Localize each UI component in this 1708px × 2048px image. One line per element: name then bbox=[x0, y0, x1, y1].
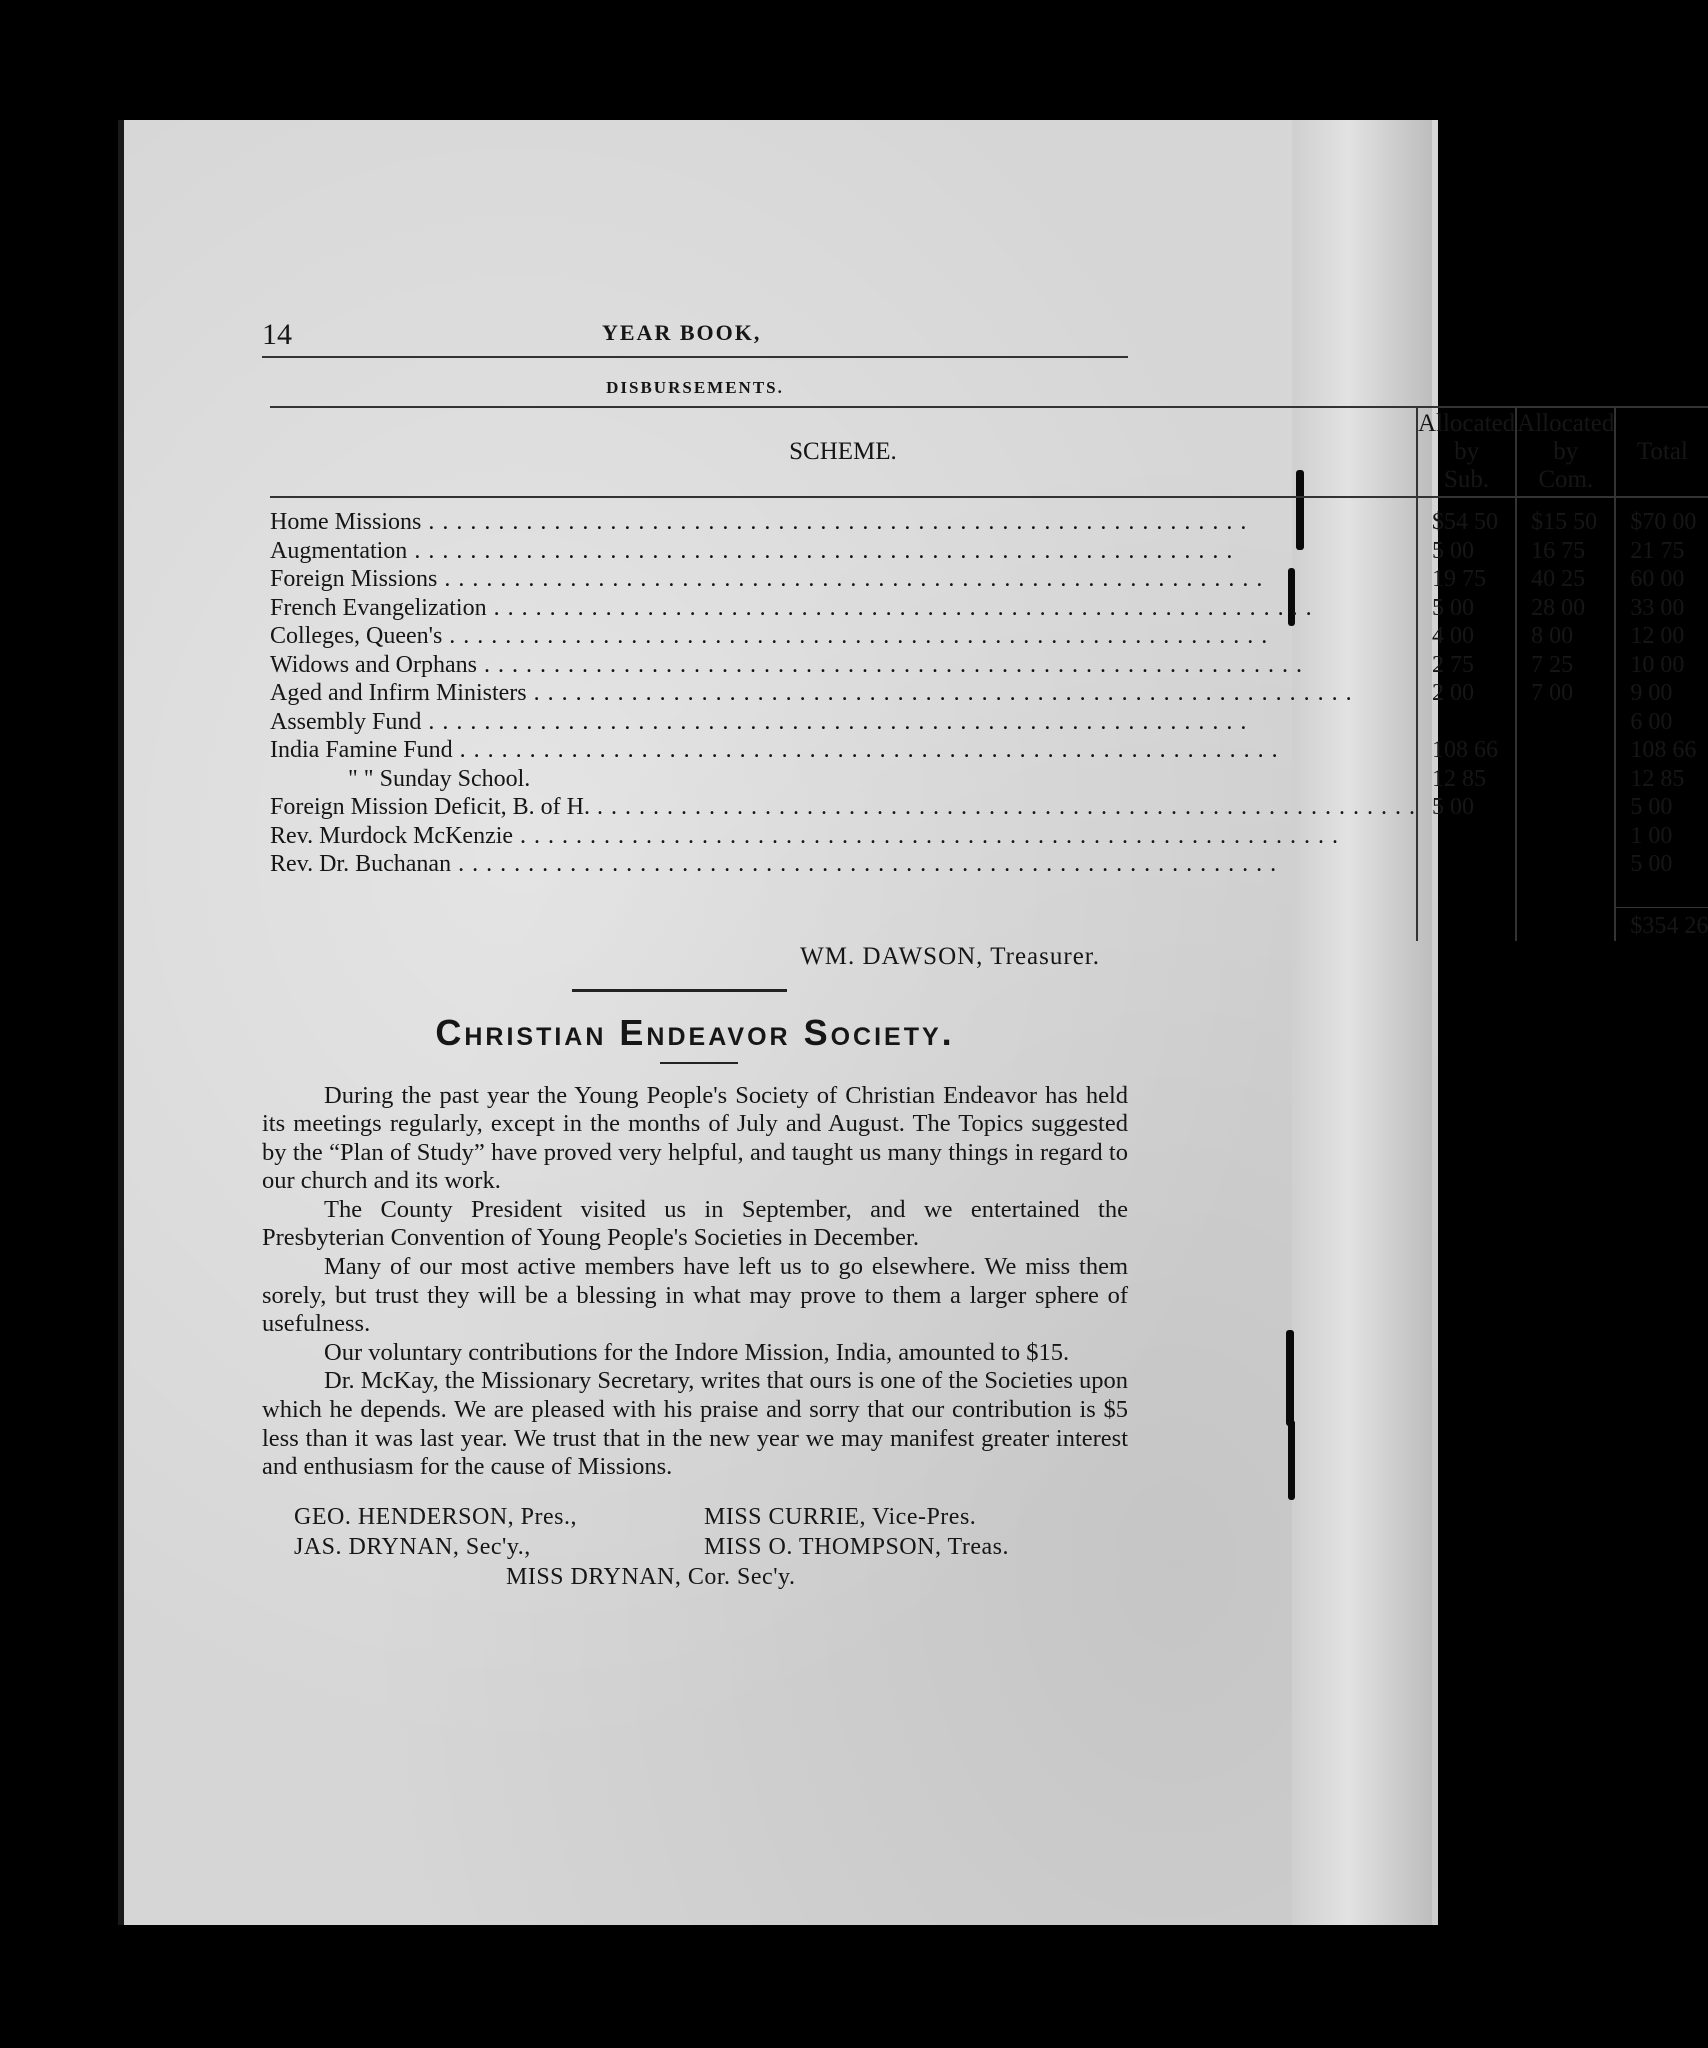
total-cell: 12 85 bbox=[1630, 765, 1685, 792]
christian-endeavor-title: Christian Endeavor Society. bbox=[435, 1011, 955, 1053]
total-column-header: Total bbox=[1615, 407, 1708, 497]
com-cell bbox=[1516, 793, 1615, 822]
treasurer-signature: WM. DAWSON, Treasurer. bbox=[800, 942, 1100, 970]
com-cell: $15 50 bbox=[1516, 497, 1615, 537]
sub-cell: 5 00 bbox=[1417, 537, 1516, 566]
scheme-cell: Augmentation . . . bbox=[270, 537, 1417, 566]
table-row bbox=[270, 822, 1708, 851]
sub-cell bbox=[1417, 708, 1516, 737]
scheme-cell: Rev. Dr. Buchanan . . . bbox=[270, 850, 1417, 879]
sub-cell: 5 00 bbox=[1417, 594, 1516, 623]
total-cell: 12 00 bbox=[1630, 623, 1685, 650]
com-cell bbox=[1516, 765, 1615, 794]
table-row bbox=[270, 622, 1708, 651]
table-row bbox=[270, 565, 1708, 594]
total-cell: 5 00 bbox=[1630, 851, 1673, 878]
grand-total: $354 26 bbox=[1615, 908, 1708, 941]
section-rule bbox=[572, 989, 787, 992]
allocated-by-sub-header: Allocated by Sub. bbox=[1417, 407, 1516, 497]
binding-mark bbox=[1286, 1330, 1294, 1426]
binding-mark bbox=[1288, 1420, 1295, 1500]
scheme-cell: Foreign Mission Deficit, B. of H. . . . bbox=[270, 793, 1417, 822]
com-cell: 8 00 bbox=[1516, 622, 1615, 651]
table-spacer-row bbox=[270, 879, 1708, 908]
scheme-cell: French Evangelization . . . bbox=[270, 594, 1417, 623]
scheme-cell: Aged and Infirm Ministers . . . bbox=[270, 679, 1417, 708]
scheme-cell: Rev. Murdock McKenzie . . . bbox=[270, 822, 1417, 851]
total-cell: 21 75 bbox=[1630, 537, 1685, 564]
officers-row bbox=[262, 1532, 1128, 1562]
section-rule-short bbox=[660, 1062, 738, 1064]
treasurer: MISS O. THOMPSON, Treas. bbox=[704, 1533, 1009, 1560]
report-paragraph: The County President visited us in September, and we entertained the Presbyterian Convention of Young People's Societies in December. bbox=[262, 1195, 1128, 1252]
table-header-row bbox=[270, 407, 1708, 497]
table-row bbox=[270, 537, 1708, 566]
table-row bbox=[270, 708, 1708, 737]
com-cell: 16 75 bbox=[1516, 537, 1615, 566]
sub-cell: 2 75 bbox=[1417, 651, 1516, 680]
scheme-cell: Home Missions . . . bbox=[270, 497, 1417, 537]
sub-cell: $54 50 bbox=[1417, 497, 1516, 537]
report-paragraph: Dr. McKay, the Missionary Secretary, writes that ours is one of the Societies upon which he depends. We are pleased with his praise and sorry that our contribution is $5 less than it was last year. We trust that in the new year we may manifest greater interest and enthusiasm for the cause of Missions. bbox=[262, 1367, 1128, 1481]
scheme-cell: Colleges, Queen's . . . bbox=[270, 622, 1417, 651]
table-row bbox=[270, 793, 1708, 822]
com-cell: 28 00 bbox=[1516, 594, 1615, 623]
com-cell: 40 25 bbox=[1516, 565, 1615, 594]
scheme-cell: Foreign Missions . . . bbox=[270, 565, 1417, 594]
total-cell: 108 66 bbox=[1630, 737, 1697, 764]
grand-total-row bbox=[270, 908, 1708, 941]
scheme-cell: Assembly Fund . . . bbox=[270, 708, 1417, 737]
sub-cell: 4 00 bbox=[1417, 622, 1516, 651]
vice-president: MISS CURRIE, Vice-Pres. bbox=[704, 1503, 977, 1530]
secretary: JAS. DRYNAN, Sec'y., bbox=[294, 1533, 531, 1560]
report-paragraph: Many of our most active members have left us to go elsewhere. We miss them sorely, but trust they will be a blessing in what may prove to them a larger sphere of usefulness. bbox=[262, 1253, 1128, 1338]
sub-cell: 2 00 bbox=[1417, 679, 1516, 708]
binding-gutter bbox=[1292, 120, 1432, 1925]
table-row bbox=[270, 594, 1708, 623]
officers-list bbox=[262, 1502, 1128, 1592]
page-content bbox=[262, 300, 1708, 1592]
com-cell: 7 00 bbox=[1516, 679, 1615, 708]
corresponding-secretary: MISS DRYNAN, Cor. Sec'y. bbox=[506, 1563, 796, 1590]
total-cell: $70 00 bbox=[1630, 509, 1697, 536]
table-row bbox=[270, 765, 1708, 794]
scheme-cell: Widows and Orphans . . . bbox=[270, 651, 1417, 680]
total-cell: 33 00 bbox=[1630, 594, 1685, 621]
sub-cell: 5 00 bbox=[1417, 793, 1516, 822]
scheme-cell: India Famine Fund . . . bbox=[270, 736, 1417, 765]
total-cell: 1 00 bbox=[1630, 822, 1673, 849]
report-paragraph: During the past year the Young People's Society of Christian Endeavor has held its meetings regularly, except in the months of July and August. The Topics suggested by the “Plan of Study” have proved very helpful, and taught us many things in regard to our church and its work. bbox=[262, 1081, 1128, 1195]
report-paragraph: Our voluntary contributions for the Indore Mission, India, amounted to $15. bbox=[324, 1338, 1070, 1366]
total-cell: 6 00 bbox=[1630, 708, 1673, 735]
christian-endeavor-report bbox=[262, 1082, 1128, 1482]
officers-row bbox=[262, 1562, 1128, 1592]
sub-cell: 12 85 bbox=[1417, 765, 1516, 794]
allocated-by-com-header: Allocated by Com. bbox=[1516, 407, 1615, 497]
com-cell bbox=[1516, 850, 1615, 879]
com-cell: 7 25 bbox=[1516, 651, 1615, 680]
com-cell bbox=[1516, 736, 1615, 765]
com-cell bbox=[1516, 822, 1615, 851]
total-cell: 5 00 bbox=[1630, 794, 1673, 821]
disbursements-heading: DISBURSEMENTS. bbox=[606, 378, 784, 397]
com-cell bbox=[1516, 708, 1615, 737]
sub-cell bbox=[1417, 850, 1516, 879]
disbursements-table bbox=[270, 406, 1708, 941]
page-number: 14 bbox=[262, 318, 292, 351]
total-cell: 9 00 bbox=[1630, 680, 1673, 707]
table-row bbox=[270, 679, 1708, 708]
scheme-column-header: SCHEME. bbox=[270, 407, 1417, 497]
running-head bbox=[262, 300, 1128, 351]
total-cell: 10 00 bbox=[1630, 651, 1685, 678]
officers-row bbox=[262, 1502, 1128, 1532]
president: GEO. HENDERSON, Pres., bbox=[294, 1503, 577, 1530]
table-row bbox=[270, 497, 1708, 537]
book-title: YEAR BOOK, bbox=[602, 320, 762, 345]
table-row bbox=[270, 651, 1708, 680]
table-row bbox=[270, 850, 1708, 879]
sub-cell: 19 75 bbox=[1417, 565, 1516, 594]
scheme-cell: " " Sunday School. bbox=[270, 765, 1417, 794]
table-row bbox=[270, 736, 1708, 765]
sub-cell bbox=[1417, 822, 1516, 851]
total-cell: 60 00 bbox=[1630, 566, 1685, 593]
header-rule bbox=[262, 356, 1128, 358]
sub-cell: 108 66 bbox=[1417, 736, 1516, 765]
